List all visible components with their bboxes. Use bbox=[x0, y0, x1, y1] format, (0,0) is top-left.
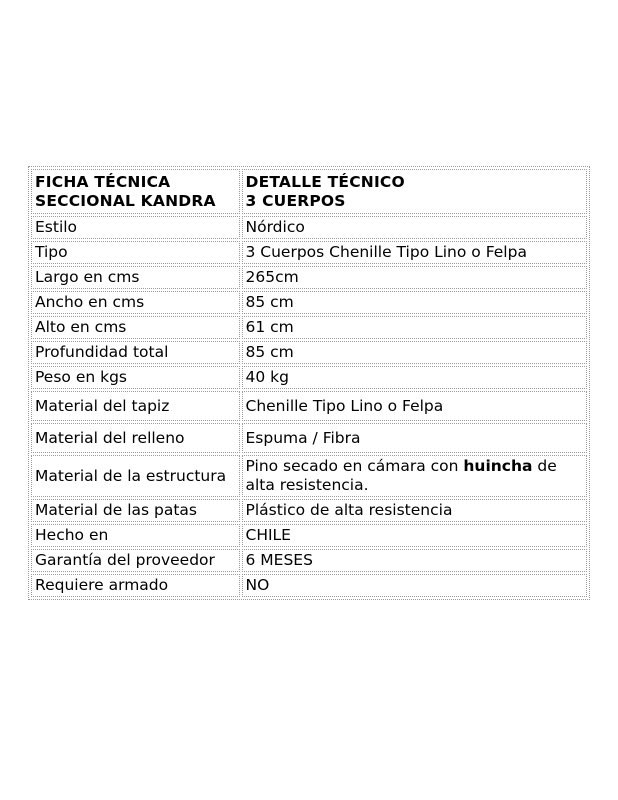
row-label: Ancho en cms bbox=[31, 291, 240, 314]
table-row bbox=[31, 366, 587, 389]
header-right-line1: DETALLE TÉCNICO bbox=[245, 173, 405, 191]
row-label: Peso en kgs bbox=[31, 366, 240, 389]
row-label: Estilo bbox=[31, 216, 240, 239]
row-label: Alto en cms bbox=[31, 316, 240, 339]
row-value: Plástico de alta resistencia bbox=[242, 499, 588, 522]
row-value: 3 Cuerpos Chenille Tipo Lino o Felpa bbox=[242, 241, 588, 264]
row-value: 265cm bbox=[242, 266, 588, 289]
spec-table bbox=[28, 166, 590, 600]
header-cell-right bbox=[242, 169, 588, 214]
header-left-line1: FICHA TÉCNICA bbox=[35, 173, 171, 191]
table-row bbox=[31, 341, 587, 364]
table-row bbox=[31, 423, 587, 453]
table-row bbox=[31, 241, 587, 264]
value-text-end: de alta resistencia. bbox=[245, 457, 557, 494]
row-label: Material de las patas bbox=[31, 499, 240, 522]
table-row bbox=[31, 391, 587, 421]
value-text-bold: huincha bbox=[463, 457, 533, 475]
row-value: CHILE bbox=[242, 524, 588, 547]
row-label: Largo en cms bbox=[31, 266, 240, 289]
header-cell-left bbox=[31, 169, 240, 214]
header-left-line2: SECCIONAL KANDRA bbox=[35, 192, 216, 210]
row-value: 85 cm bbox=[242, 291, 588, 314]
table-row bbox=[31, 574, 587, 597]
row-label: Material del tapiz bbox=[31, 391, 240, 421]
row-value bbox=[242, 455, 588, 497]
row-value: Nórdico bbox=[242, 216, 588, 239]
row-value: Chenille Tipo Lino o Felpa bbox=[242, 391, 588, 421]
table-row bbox=[31, 499, 587, 522]
row-value: 85 cm bbox=[242, 341, 588, 364]
row-value: Espuma / Fibra bbox=[242, 423, 588, 453]
spec-sheet bbox=[28, 166, 590, 600]
row-value: NO bbox=[242, 574, 588, 597]
row-label: Requiere armado bbox=[31, 574, 240, 597]
table-row bbox=[31, 549, 587, 572]
header-right-line2: 3 CUERPOS bbox=[245, 192, 346, 210]
row-label: Material de la estructura bbox=[31, 455, 240, 497]
table-row bbox=[31, 216, 587, 239]
row-value: 61 cm bbox=[242, 316, 588, 339]
table-header-row bbox=[31, 169, 587, 214]
table-row bbox=[31, 291, 587, 314]
table-row bbox=[31, 524, 587, 547]
row-label: Profundidad total bbox=[31, 341, 240, 364]
row-label: Tipo bbox=[31, 241, 240, 264]
table-row bbox=[31, 266, 587, 289]
row-label: Material del relleno bbox=[31, 423, 240, 453]
row-label: Garantía del proveedor bbox=[31, 549, 240, 572]
value-text-start: Pino secado en cámara con bbox=[245, 457, 464, 475]
row-value: 40 kg bbox=[242, 366, 588, 389]
row-label: Hecho en bbox=[31, 524, 240, 547]
table-row bbox=[31, 316, 587, 339]
table-row bbox=[31, 455, 587, 497]
row-value: 6 MESES bbox=[242, 549, 588, 572]
